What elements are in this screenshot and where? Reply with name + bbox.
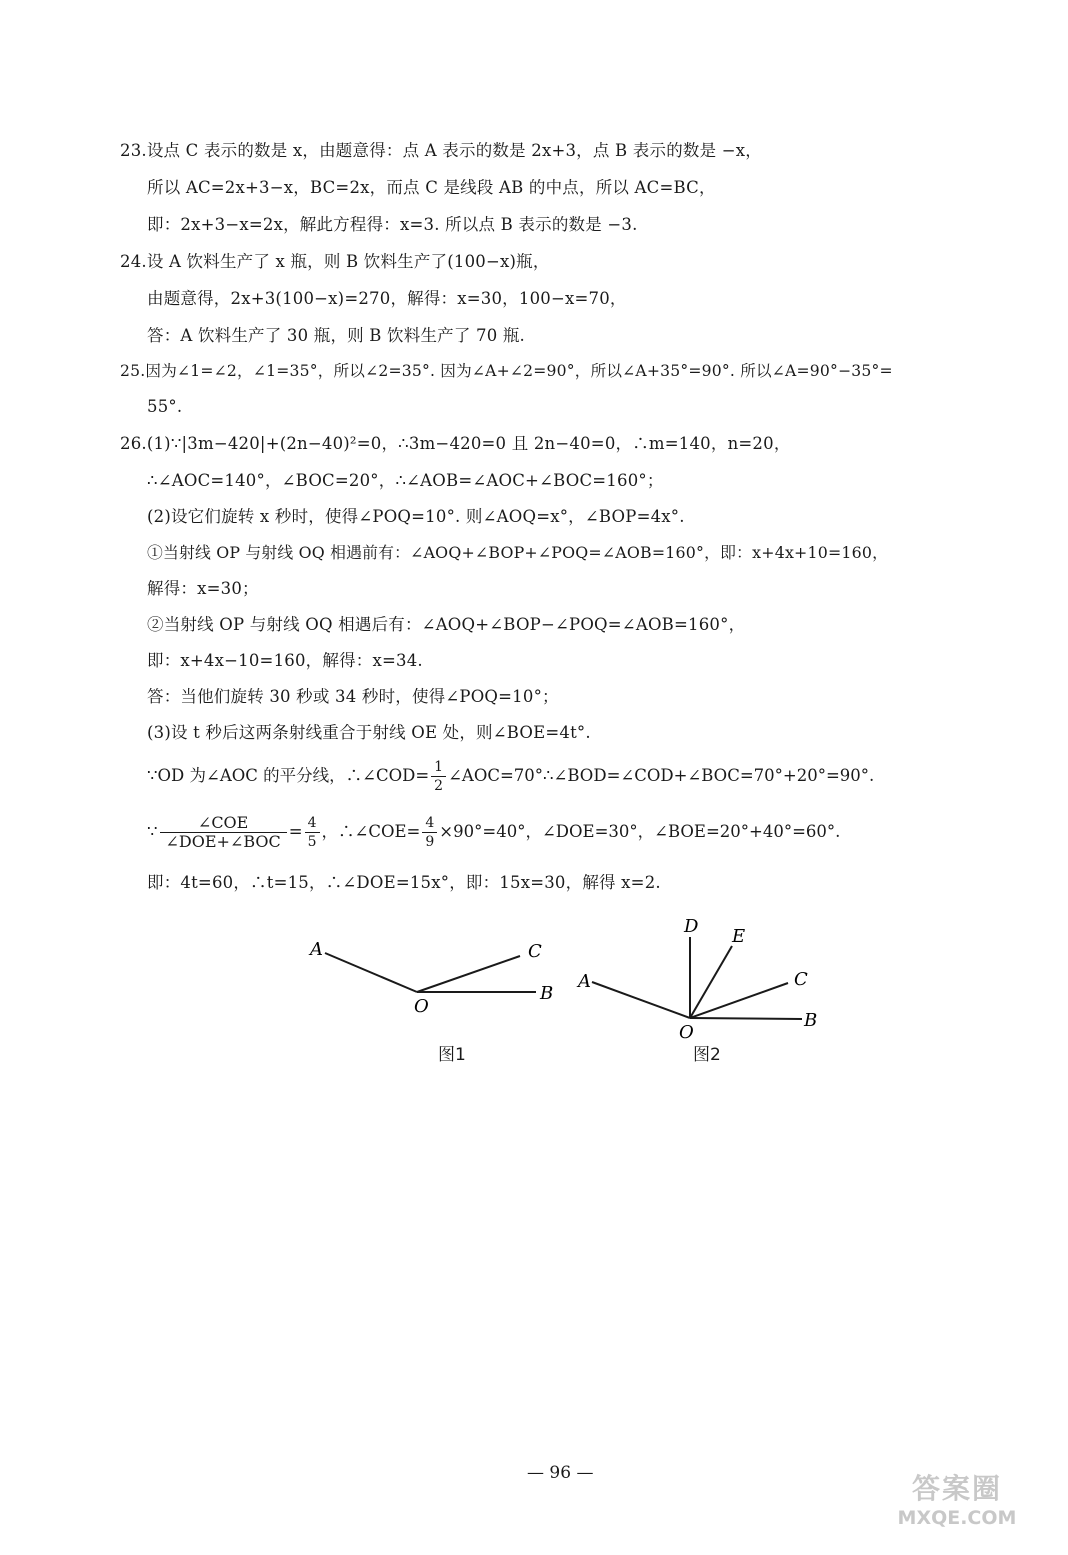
od-line-pre: ∵OD 为∠AOC 的平分线，∴∠COD= [147, 766, 430, 785]
q25-line1: 25.因为∠1=∠2，∠1=35°，所以∠2=35°. 因为∠A+∠2=90°，所以∠A+35°=90°. 所以∠A=90°−35°= [120, 362, 893, 380]
four-fifths-fraction [305, 814, 320, 851]
label-a: A [578, 971, 591, 992]
label-o: O [679, 1022, 694, 1043]
figure-1-diagram [300, 930, 570, 1020]
fraction-numerator: 4 [305, 814, 320, 833]
q26-line7: 即：x+4x−10=160，解得：x=34. [147, 651, 423, 670]
final-line: 即：4t=60，∴t=15，∴∠DOE=15x°，即：15x=30，解得 x=2. [147, 873, 661, 892]
q23-line3: 即：2x+3−x=2x，解此方程得：x=3. 所以点 B 表示的数是 −3. [147, 215, 638, 234]
q26-line1: 26.(1)∵|3m−420|+(2n−40)²=0，∴3m−420=0 且 2n−40=0，∴m=140，n=20， [120, 434, 791, 453]
q24-line3: 答：A 饮料生产了 30 瓶，则 B 饮料生产了 70 瓶. [147, 326, 525, 345]
ratio-because: ∵ [147, 822, 158, 841]
ray-oa [325, 953, 417, 992]
label-d: D [684, 916, 699, 937]
ray-oc [417, 956, 520, 992]
fraction-numerator: ∠COE [160, 814, 287, 833]
q26-line4: ①当射线 OP 与射线 OQ 相遇前有：∠AOQ+∠BOP+∠POQ=∠AOB=160°，即：x+4x+10=160， [147, 543, 889, 562]
ratio-line [147, 814, 840, 851]
q26-line2: ∴∠AOC=140°，∠BOC=20°，∴∠AOB=∠AOC+∠BOC=160°； [147, 471, 664, 490]
label-a: A [310, 939, 323, 960]
label-o: O [414, 996, 429, 1017]
page-number: — 96 — [527, 1463, 594, 1483]
angle-ratio-fraction [160, 814, 287, 851]
q26-line8: 答：当他们旋转 30 秒或 34 秒时，使得∠POQ=10°； [147, 687, 559, 706]
fraction-denominator: 2 [434, 778, 444, 794]
q26-line5: 解得：x=30； [147, 579, 259, 598]
q23-line1: 23.设点 C 表示的数是 x，由题意得：点 A 表示的数是 2x+3，点 B 表示的数是 −x， [120, 141, 762, 160]
q25-line2: 55°. [147, 397, 183, 416]
label-c: C [528, 941, 542, 962]
ray-oa [592, 982, 690, 1018]
od-bisector-line [147, 758, 874, 795]
watermark-en: MXQE.COM [897, 1507, 1017, 1529]
fraction-denominator: 5 [307, 834, 317, 850]
label-e: E [732, 926, 746, 947]
watermark-cn: 答案圈 [911, 1472, 1002, 1505]
q23-line2: 所以 AC=2x+3−x，BC=2x，而点 C 是线段 AB 的中点，所以 AC=BC， [147, 178, 716, 197]
half-fraction [431, 758, 446, 795]
fraction-numerator: 4 [422, 814, 437, 833]
label-b: B [540, 983, 554, 1004]
ray-ob [690, 1018, 802, 1019]
figure-1-caption: 图1 [438, 1045, 466, 1065]
fraction-numerator: 1 [431, 758, 446, 777]
figure-2-diagram [570, 910, 830, 1045]
label-c: C [794, 969, 808, 990]
ray-oc [690, 983, 788, 1018]
q26-line6: ②当射线 OP 与射线 OQ 相遇后有：∠AOQ+∠BOP−∠POQ=∠AOB=160°， [147, 615, 746, 634]
ratio-equals: = [288, 822, 303, 841]
q24-line2: 由题意得，2x+3(100−x)=270，解得：x=30，100−x=70， [147, 289, 627, 308]
ray-oe [690, 946, 732, 1018]
ratio-therefore: ，∴∠COE= [321, 822, 421, 841]
od-line-post: ∠AOC=70°∴∠BOD=∠COD+∠BOC=70°+20°=90°. [448, 766, 875, 785]
ratio-post: ×90°=40°，∠DOE=30°，∠BOE=20°+40°=60°. [439, 822, 841, 841]
fraction-denominator: 9 [425, 834, 435, 850]
fraction-denominator: ∠DOE+∠BOC [165, 832, 281, 851]
q24-line1: 24.设 A 饮料生产了 x 瓶，则 B 饮料生产了(100−x)瓶， [120, 252, 550, 271]
q26-line3: (2)设它们旋转 x 秒时，使得∠POQ=10°. 则∠AOQ=x°，∠BOP=4x°. [147, 507, 685, 526]
figure-2-caption: 图2 [693, 1045, 721, 1065]
watermark-logo [894, 1467, 1020, 1537]
label-b: B [804, 1010, 818, 1031]
q26-line9: (3)设 t 秒后这两条射线重合于射线 OE 处，则∠BOE=4t°. [147, 723, 591, 742]
four-ninths-fraction [422, 814, 437, 851]
